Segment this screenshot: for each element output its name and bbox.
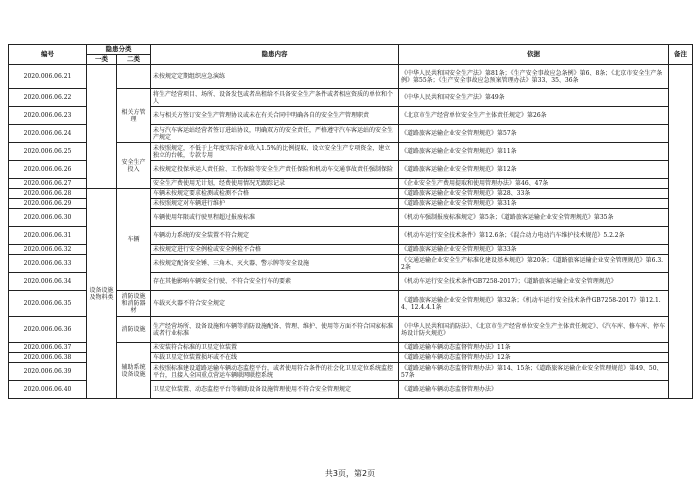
row-content: 将生产经营项目、场所、设备发包或者出租给不具备安全生产条件或者相应资质的单位和个人 [151, 89, 399, 107]
group-fire-facility: 消防设施 [117, 317, 151, 343]
header-content: 隐患内容 [151, 45, 399, 65]
row-basis: 《道路旅客运输企业安全管理规范》第32条；《机动车运行安全技术条件GB7258-2017》第12.1.4、12.4.4.1条 [399, 291, 669, 317]
hazard-table [8, 44, 693, 399]
row-code: 2020.006.06.39 [9, 363, 87, 381]
row-code: 2020.006.06.32 [9, 245, 87, 255]
row-basis: 《机动车运行安全技术条件》第12.6条；《混合动力电动汽车维护技术规范》5.2.2条 [399, 227, 669, 245]
row-code: 2020.006.06.25 [9, 143, 87, 161]
level1-cell-empty [87, 65, 117, 189]
group-invest: 安全生产投入 [117, 143, 151, 189]
row-basis: 《机动车强制报废标准规定》第5条；《道路旅客运输企业安全管理规范》第35条 [399, 209, 669, 227]
row-code: 2020.006.06.40 [9, 381, 87, 399]
hazard-table-container [8, 44, 692, 399]
row-basis: 《道路旅客运输企业安全管理规范》第11条 [399, 143, 669, 161]
table-row [9, 189, 693, 199]
row-code: 2020.006.06.33 [9, 255, 87, 273]
row-basis: 《道路旅客运输企业安全管理规范》第57条 [399, 125, 669, 143]
row-basis: 《道路旅客运输企业安全管理规范》第33条 [399, 245, 669, 255]
group-vehicle: 车辆 [117, 189, 151, 291]
row-code: 2020.006.06.35 [9, 291, 87, 317]
row-basis: 《企业安全生产费用提取和使用管理办法》第46、47条 [399, 179, 669, 189]
row-basis: 《道路运输车辆动态监督管理办法》 [399, 381, 669, 399]
header-level2: 二类 [117, 55, 151, 65]
row-content: 车载灭火器不符合安全规定 [151, 291, 399, 317]
group-aux: 辅助系统设备设施 [117, 343, 151, 399]
row-code: 2020.006.06.30 [9, 209, 87, 227]
header-basis: 依据 [399, 45, 669, 65]
row-code: 2020.006.06.21 [9, 65, 87, 89]
row-content: 车辆未按规定要求检测或检测不合格 [151, 189, 399, 199]
row-code: 2020.006.06.27 [9, 179, 87, 189]
row-code: 2020.006.06.28 [9, 189, 87, 199]
row-basis: 《交通运输企业安全生产标准化建设基本规范》第20条；《道路旅客运输企业安全管理规范》第6.3.2条 [399, 255, 669, 273]
row-basis: 《道路运输车辆动态监督管理办法》12条 [399, 353, 669, 363]
row-code: 2020.006.06.23 [9, 107, 87, 125]
row-code: 2020.006.06.34 [9, 273, 87, 291]
level2-cell-empty [117, 65, 151, 89]
row-content: 安全生产费使用无计划，经费使用情况无跟踪记录 [151, 179, 399, 189]
row-code: 2020.006.06.26 [9, 161, 87, 179]
row-content: 车辆动力系统的安全装置不符合规定 [151, 227, 399, 245]
group-equip: 设备设施及物料类 [87, 189, 117, 399]
row-content: 未按照规定对车辆进行维护 [151, 199, 399, 209]
row-content: 未按规定进行安全例检或安全例检不合格 [151, 245, 399, 255]
group-fire: 消防设施和消防器材 [117, 291, 151, 317]
row-content: 未按规定投保承运人责任险、工伤保险等安全生产责任保险和机动车交通事故责任强制保险 [151, 161, 399, 179]
row-basis: 《北京市生产经营单位安全生产主体责任规定》第26条 [399, 107, 669, 125]
row-basis: 《道路运输车辆动态监督管理办法》第14、15条；《道路旅客运输企业安全管理规范》第49、50、57条 [399, 363, 669, 381]
row-basis: 《道路旅客运输企业安全管理规范》第12条 [399, 161, 669, 179]
row-content: 未安装符合标准的卫星定位装置 [151, 343, 399, 353]
row-content: 车载卫星定位装置损坏或不在线 [151, 353, 399, 363]
row-content: 卫星定位装置、动态监控平台等辅助设备设施管理使用不符合安全管理规定 [151, 381, 399, 399]
row-content: 生产经营场所、设备设施和车辆等消防设施配备、管理、维护、使用等方面不符合国家标准或者行业标准 [151, 317, 399, 343]
remark-cell [669, 65, 693, 399]
row-code: 2020.006.06.24 [9, 125, 87, 143]
row-code: 2020.006.06.22 [9, 89, 87, 107]
row-basis: 《中华人民共和国消防法》、《北京市生产经营单位安全生产主体责任规定》、《汽车库、修车库、停车场设计防火规范》 [399, 317, 669, 343]
row-basis: 《道路运输车辆动态监督管理办法》11条 [399, 343, 669, 353]
row-code: 2020.006.06.37 [9, 343, 87, 353]
row-basis: 《中华人民共和国安全生产法》第49条 [399, 89, 669, 107]
row-code: 2020.006.06.29 [9, 199, 87, 209]
page-footer: 共3页，第2页 [324, 469, 376, 478]
header-remark: 备注 [669, 45, 693, 65]
row-basis: 《中华人民共和国安全生产法》第81条；《生产安全事故应急条例》第6、8条；《北京市安全生产条例》第55条；《生产安全事故应急预案管理办法》第33、35、36条 [399, 65, 669, 89]
row-code: 2020.006.06.38 [9, 353, 87, 363]
header-row [9, 45, 693, 55]
table-row [9, 65, 693, 89]
header-level1: 一类 [87, 55, 117, 65]
group-related: 相关方管理 [117, 89, 151, 143]
row-content: 存在其他影响车辆安全行驶、不符合安全行车的要素 [151, 273, 399, 291]
header-category: 隐患分类 [87, 45, 151, 55]
row-basis: 《机动车运行安全技术条件GB7258-2017》；《道路旅客运输企业安全管理规范》 [399, 273, 669, 291]
row-basis: 《道路旅客运输企业安全管理规范》第31条 [399, 199, 669, 209]
row-content: 未按照标准建设道路运输车辆动态监控平台，或者使用符合条件的社会化卫星定位系统监控平台，且接入全国重点营运车辆联网联控系统 [151, 363, 399, 381]
row-content: 未按规定配备安全锤、三角木、灭火器、警示牌等安全设施 [151, 255, 399, 273]
row-content: 未按规定定期组织应急演练 [151, 65, 399, 89]
row-basis: 《道路旅客运输企业安全管理规范》第28、33条 [399, 189, 669, 199]
row-code: 2020.006.06.31 [9, 227, 87, 245]
row-content: 车辆使用年限或行驶里程超过报废标准 [151, 209, 399, 227]
header-code: 编号 [9, 45, 87, 65]
row-content: 未按照规定，不低于上年度实际营业收入1.5%的比例提取、设立安全生产专项资金，建立独立的台帐，专款专用 [151, 143, 399, 161]
row-content: 未与汽车客运站经营者签订进站协议，明确双方的安全责任，严格遵守汽车客运站的安全生产规定 [151, 125, 399, 143]
row-content: 未与相关方签订安全生产管理协议或未在有关合同中明确各自的安全生产管理职责 [151, 107, 399, 125]
row-code: 2020.006.06.36 [9, 317, 87, 343]
